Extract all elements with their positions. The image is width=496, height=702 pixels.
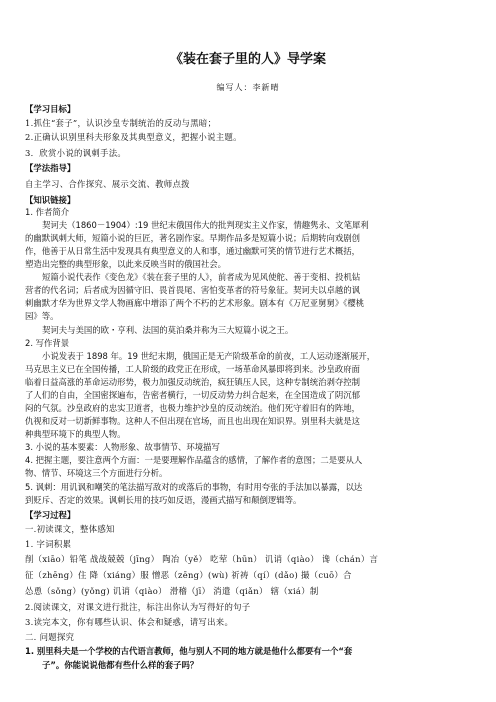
knowledge-item-5: 5. 讽刺：用讥讽和嘲笑的笔法描写敌对的或落后的事物，有时用夸张的手法加以暴露，以达 [25,482,363,492]
vocabulary-row: 怂恿（sǒng）(yǒng) 讥诮（qiào） 滑稽（jī） 消遣（qiǎn） 辖（xiá）制 [25,586,319,596]
paragraph-line: 种典型环境下的典型人物。 [25,429,126,439]
step-heading: 二. 问题探究 [25,632,75,642]
objective-item: 2.正确认识别里科夫形象及其典型意义，把握小说主题。 [25,132,242,142]
paragraph-line: 仇视和反对一切新鲜事物。这种人不但出现在官场，而且也出现在知识界。别里科夫就是这 [25,416,360,426]
document-title: 《装在套子里的人》导学案 [169,52,326,67]
subheading-vocabulary: 1. 字词积累 [25,539,72,549]
question-line: 1. 别里科夫是一个学校的古代语言教师，他与别人不同的地方就是他什么都要有一个“套 [25,646,353,656]
paragraph-line: 刺幽默才华为世界文学人物画廊中增添了两个不朽的艺术形象。剧本有《万尼亚舅舅》《樱桃 [25,298,365,308]
paragraph-line: 临着日益高涨的革命运动形势，极力加强反动统治，疯狂镇压人民，这种专制统治剥夺控制 [25,377,360,387]
step-heading: 一.初读课文，整体感知 [25,524,115,534]
paragraph-line: 塑造出完整的典型形象，以此来反映当时的俄国社会。 [25,259,226,269]
knowledge-item-4: 4. 把握主题，要注意两个方面：一是要理解作品蕴含的感情，了解作者的意图；二是要从人 [25,455,363,465]
subheading-background: 2. 写作背景 [25,338,70,348]
paragraph-line: 小说发表于 1898 年。19 世纪末期，俄国正是无产阶级革命的前夜，工人运动逐渐展开， [42,351,376,361]
paragraph-line: 物、情节、环境这三个方面进行分析。 [25,468,168,478]
section-heading-knowledge: 【知识链接】 [25,195,76,205]
methods-text: 自主学习、合作探究、展示交流、教师点拨 [25,179,190,189]
paragraph-line: 到贬斥、否定的效果。讽刺长用的技巧如反语，漫画式描写和颠倒逻辑等。 [25,495,302,505]
objective-item: 1.抓住“套子”，认识沙皇专制统治的反动与黑暗； [25,118,217,128]
section-heading-process: 【学习过程】 [25,510,76,520]
author-line: 编写人：李新晴 [216,83,280,92]
paragraph-line: 作，他善于从日常生活中发现具有典型意义的人和事，通过幽默可笑的情节进行艺术概括， [25,246,360,256]
section-heading-objectives: 【学习目标】 [25,104,76,114]
paragraph-line: 的幽默讽刺大师，短篇小说的巨匠，著名剧作家。早期作品多是短篇小说；后期转向戏剧创 [25,233,360,243]
subheading-author-intro: 1. 作者简介 [25,207,70,217]
paragraph-line: 营者的代名词；后者成为因循守旧、畏首畏尾、害怕变革者的符号象征。契诃夫以卓越的讽 [25,285,360,295]
paragraph-line: 了人们的自由，全国密探遍布，告密者横行，一切反动势力纠合起来，在全国造成了阴沉郁 [25,390,360,400]
section-heading-methods: 【学法指导】 [25,163,76,173]
knowledge-item-3: 3. 小说的基本要素：人物形象、故事情节、环境描写 [25,442,220,452]
task-line: 2.阅读课文，对课文进行批注，标注出你认为写得好的句子 [25,602,251,612]
paragraph-line: 园》等。 [25,311,59,321]
paragraph-line: 契诃夫与美国的欧・亨利、法国的莫泊桑并称为三大短篇小说之王。 [42,325,294,335]
paragraph-line: 闷的气氛。沙皇政府的忠实卫道者，也极力维护沙皇的反动统治。他们死守着旧有的阵地， [25,403,360,413]
question-line: 子”。你能说说他都有些什么样的套子吗？ [42,660,199,670]
vocabulary-row: 征（zhēng）住 降（xiáng）服 憎恶（zēng）(wù) 祈祷（qí）(dǎo) 撮（cuō）合 [25,570,352,580]
vocabulary-row: 削（xiāo）铅笔 战战兢兢（jīng） 陶冶（yě） 吃荤（hūn） 讥诮（qiào） 谗（chán）言 [25,554,379,564]
paragraph-line: 契诃夫（1860－1904）:19 世纪末俄国伟大的批判现实主义作家，情趣隽永、文笔犀利 [42,220,369,230]
task-line: 3.读完本文，你有哪些认识、体会和疑惑，请写出来。 [25,617,234,627]
paragraph-line: 短篇小说代表作《变色龙》《装在套子里的人》，前者成为见风使舵、善于变相、投机钻 [42,272,361,282]
paragraph-line: 马克思主义已在全国传播，工人阶级的政党正在形成，一场革命风暴即将到来。沙皇政府面 [25,364,360,374]
objective-item: 3．欣赏小说的讽刺手法。 [25,148,127,158]
